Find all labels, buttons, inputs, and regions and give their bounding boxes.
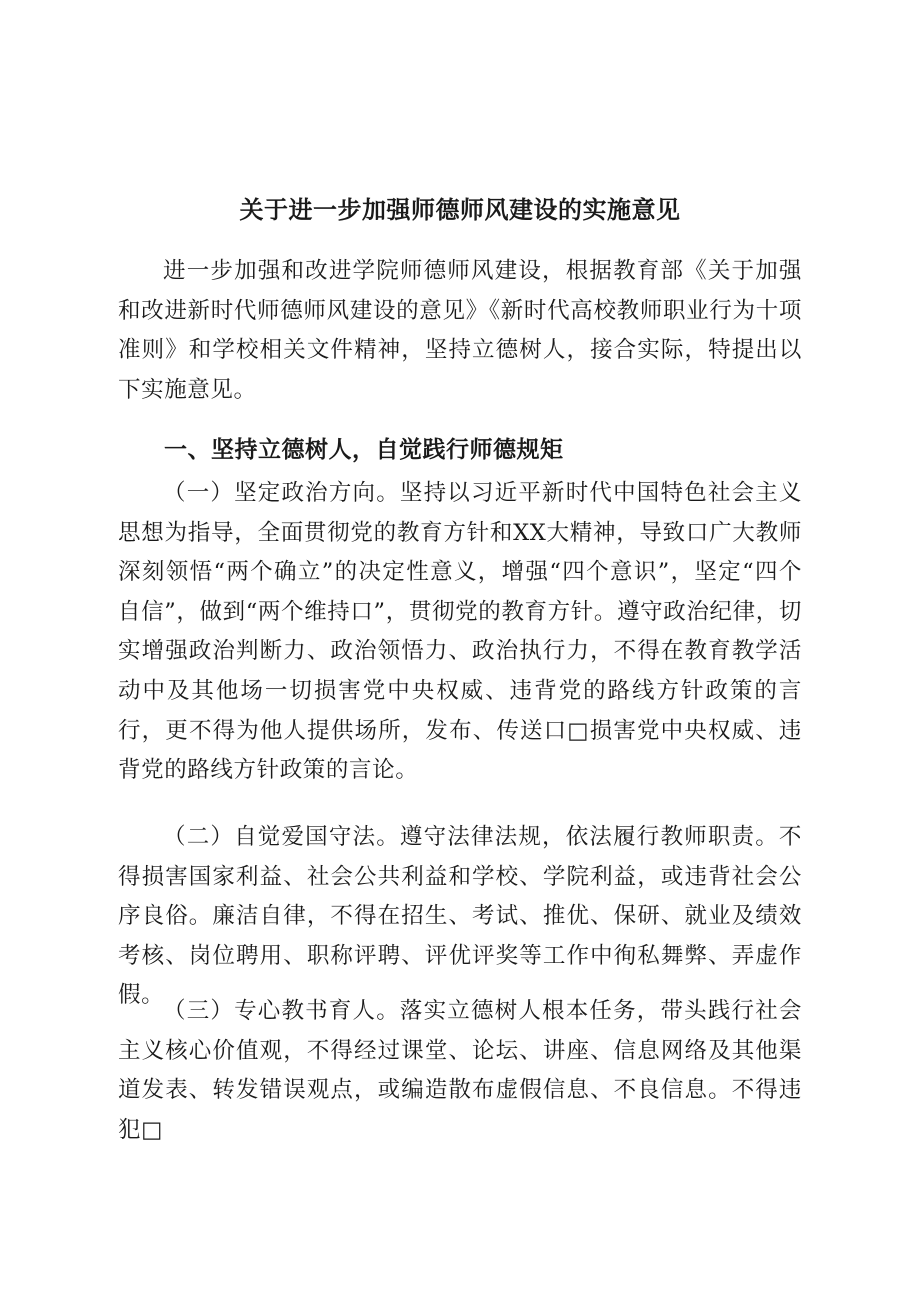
intro-paragraph: 进一步加强和改进学院师德师风建设，根据教育部《关于加强和改进新时代师德师风建设的意见》《新时代高校教师职业行为十项准则》和学校相关文件精神，坚持立德树人，接合实际，特提出以下实施意见。	[118, 258, 802, 403]
paragraph-political-direction: （一）坚定政治方向。坚持以习近平新时代中国特色社会主义思想为指导，全面贯彻党的教育方针和XX大精神，导致口广大教师深刻领悟“两个确立”的决定性意义，增强“四个意识”，坚定“四个自信”，做到“两个维持口”，贯彻党的教育方针。遵守政治纪律，切实增强政治判断力、政治领悟力、政治执行力，不得在教育教学活动中及其他场一切损害党中央权威、违背党的路线方针政策的言行，更不得为他人提供场所，发布、传送口□损害党中央权威、违背党的路线方针政策的言论。	[118, 480, 802, 784]
section-one-heading: 一、坚持立德树人，自觉践行师德规矩	[164, 437, 564, 463]
document-title: 关于进一步加强师德师风建设的实施意见	[239, 196, 681, 224]
paragraph-teaching-devotion: （三）专心教书育人。落实立德树人根本任务，带头践行社会主义核心价值观，不得经过课堂、论坛、讲座、信息网络及其他渠道发表、转发错误观点，或编造散布虚假信息、不良信息。不得违犯□	[118, 998, 802, 1143]
paragraph-law-abiding: （二）自觉爱国守法。遵守法律法规，依法履行教师职责。不得损害国家利益、社会公共利益和学校、学院利益，或违背社会公序良俗。廉洁自律，不得在招生、考试、推优、保研、就业及绩效考核、岗位聘用、职称评聘、评优评奖等工作中徇私舞弊、弄虚作假。	[118, 824, 802, 1009]
